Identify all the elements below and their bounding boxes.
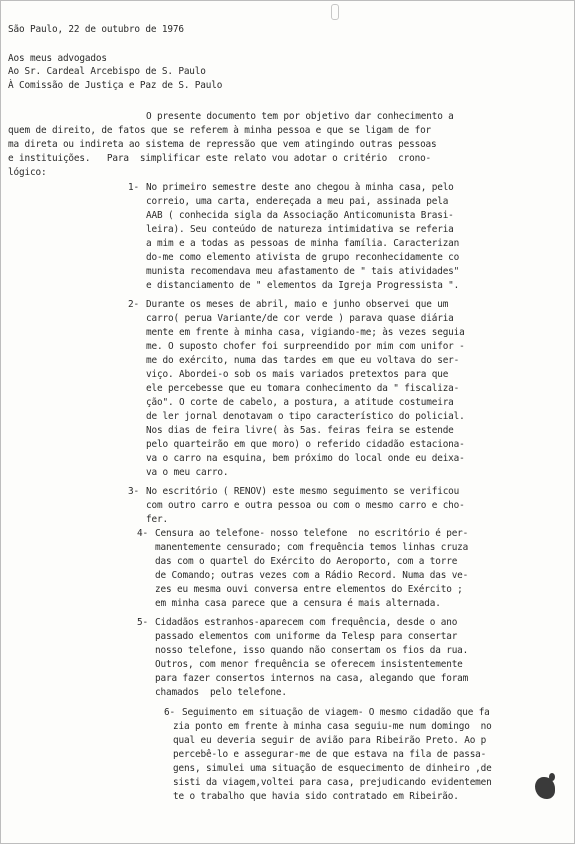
intro-line: quem de direito, de fatos que se referem à minha pessoa e que se ligam de for <box>8 125 432 136</box>
item-number: 1- <box>128 182 139 193</box>
item-line: ele percebesse que eu tomara conhecimento da " fiscaliza- <box>146 383 460 394</box>
item-line: Nos dias de feira livre( às 5as. feiras feira se estende <box>146 425 454 436</box>
item-line: No escritório ( RENOV) este mesmo seguimento se verificou <box>146 486 460 497</box>
intro-line: ma direta ou indireta ao sistema de repressão que vem atingindo outras pessoas <box>8 139 437 150</box>
item-line: AAB ( conhecida sigla da Associação Anticomunista Brasi- <box>146 210 454 221</box>
item-line: de Comando; outras vezes com a Rádio Record. Numa das ve- <box>155 570 469 581</box>
item-line: Seguimento em situação de viagem- O mesmo cidadão que fa <box>182 707 490 718</box>
item-line: passado elementos com uniforme da Telesp para consertar <box>155 631 458 642</box>
item-line: mente em frente à minha casa, vigiando-me; às vezes seguia <box>146 327 465 338</box>
item-line: gens, simulei uma situação de esquecimento de dinheiro ,de <box>173 763 492 774</box>
item-line: correio, uma carta, endereçada a meu pai, assinada pela <box>146 196 449 207</box>
item-line: pelo quarteirão em que moro) o referido cidadão estaciona- <box>146 439 465 450</box>
item-line: sisti da viagem,voltei para casa, prejudicando evidentemen <box>173 777 492 788</box>
ink-stain <box>535 777 555 799</box>
item-line: ção". O corte de cabelo, a postura, a atitude costumeira <box>146 397 454 408</box>
item-line: e distanciamento de " elementos da Igreja Progressista ". <box>146 280 460 291</box>
intro-line: e instituições. Para simplificar este relato vou adotar o critério crono- <box>8 153 432 164</box>
recipient-commission: À Comissão de Justiça e Paz de S. Paulo <box>8 80 223 91</box>
item-line: Cidadãos estranhos-aparecem com frequência, desde o ano <box>155 617 458 628</box>
scan-artifact <box>331 4 339 20</box>
item-number: 5- <box>137 617 148 628</box>
item-line: zia ponto em frente à minha casa seguiu-me num domingo no <box>173 721 492 732</box>
item-number: 2- <box>128 299 139 310</box>
item-line: de ler jornal denotavam o tipo característico do policial. <box>146 411 465 422</box>
item-line: manentemente censurado; com frequência temos linhas cruza <box>155 542 469 553</box>
letter-date: São Paulo, 22 de outubro de 1976 <box>8 24 184 35</box>
item-line: nosso telefone, isso quando não consertam os fios da rua. <box>155 645 469 656</box>
item-number: 6- <box>164 707 175 718</box>
item-line: fer. <box>146 514 168 525</box>
item-line: Durante os meses de abril, maio e junho observei que um <box>146 299 449 310</box>
item-line: em minha casa parece que a censura é mais alternada. <box>155 598 441 609</box>
item-line: te o trabalho que havia sido contratado em Ribeirão. <box>173 791 459 802</box>
item-line: qual eu deveria seguir de avião para Ribeirão Preto. Ao p <box>173 735 487 746</box>
item-line: viço. Abordei-o sob os mais variados pretextos para que <box>146 369 449 380</box>
item-line: me. O suposto chofer foi surpreendido por mim com unifor - <box>146 341 465 352</box>
intro-line: O presente documento tem por objetivo dar conhecimento a <box>146 111 454 122</box>
item-line: me do exército, numa das tardes em que eu voltava do ser- <box>146 355 460 366</box>
intro-line: lógico: <box>8 167 47 178</box>
item-number: 3- <box>128 486 139 497</box>
item-line: va o meu carro. <box>146 467 229 478</box>
item-line: do-me como elemento ativista de grupo reconhecidamente co <box>146 252 460 263</box>
item-line: chamados pelo telefone. <box>155 687 287 698</box>
item-line: com outro carro e outra pessoa ou com o mesmo carro e cho- <box>146 500 465 511</box>
item-number: 4- <box>137 528 148 539</box>
item-line: leira). Seu conteúdo de natureza intimidativa se referia <box>146 224 454 235</box>
item-line: das com o quartel do Exército do Aeroporto, com a torre <box>155 556 458 567</box>
recipient-cardinal: Ao Sr. Cardeal Arcebispo de S. Paulo <box>8 66 206 77</box>
item-line: munista recomendava meu afastamento de " tais atividades" <box>146 266 460 277</box>
item-line: a mim e a todas as pessoas de minha família. Caracterizan <box>146 238 460 249</box>
item-line: va o carro na esquina, bem próximo do local onde eu deixa- <box>146 453 465 464</box>
recipient-lawyers: Aos meus advogados <box>8 53 107 64</box>
item-line: zes eu mesma ouvi conversa entre elementos do Exército ; <box>155 584 463 595</box>
item-line: No primeiro semestre deste ano chegou à minha casa, pelo <box>146 182 454 193</box>
item-line: carro( perua Variante/de cor verde ) parava quase diária <box>146 313 454 324</box>
item-line: Censura ao telefone- nosso telefone no escritório é per- <box>155 528 469 539</box>
item-line: percebê-lo e assegurar-me de que estava na fila de passa- <box>173 749 487 760</box>
item-line: para fazer consertos internos na casa, alegando que foram <box>155 673 469 684</box>
item-line: Outros, com menor frequência se oferecem insistentemente <box>155 659 463 670</box>
